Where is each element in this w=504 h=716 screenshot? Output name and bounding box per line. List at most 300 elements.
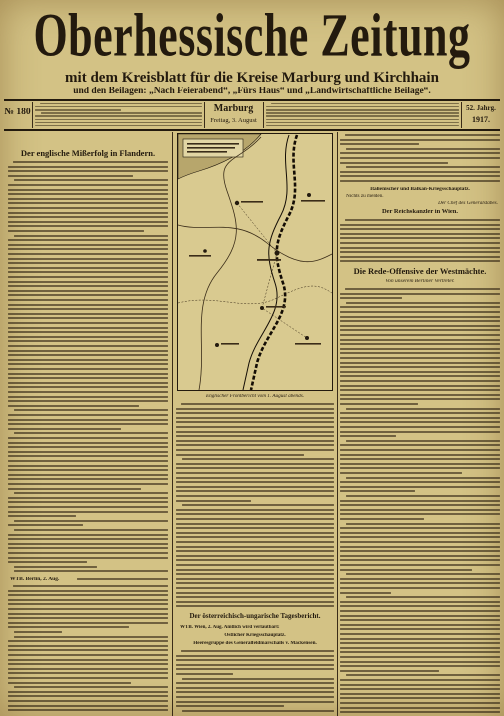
- text-line: [340, 656, 500, 658]
- text-line: [176, 673, 233, 675]
- text-line: [340, 139, 500, 141]
- text-line: [345, 219, 500, 221]
- text-line: [176, 481, 334, 483]
- text-line: [8, 363, 168, 365]
- text-line: [346, 495, 500, 497]
- text-line: [340, 157, 500, 159]
- text-line: [8, 175, 133, 177]
- text-line: [176, 513, 334, 515]
- text-line: [340, 237, 500, 239]
- map-town-label: [295, 343, 321, 345]
- text-line: [176, 477, 334, 479]
- text-line: [8, 239, 168, 241]
- text-line: [176, 687, 334, 689]
- text-line: [8, 659, 168, 661]
- text-line: [340, 638, 500, 640]
- text-line: [340, 431, 500, 433]
- text-line: [8, 340, 168, 342]
- map-caption: Englischer Frontbericht vom 1. August abends.: [205, 394, 305, 399]
- text-line: [8, 705, 168, 707]
- text-line: [8, 216, 168, 218]
- text-line: [8, 322, 168, 324]
- text-line: [340, 661, 500, 663]
- text-line: [340, 421, 500, 423]
- text-line: [8, 308, 168, 310]
- text-line: [8, 189, 168, 191]
- text-line: [181, 403, 334, 405]
- text-line: [14, 409, 168, 411]
- text-line: [8, 442, 168, 444]
- text-line: [340, 610, 500, 612]
- text-line: [266, 119, 459, 120]
- text-line: [340, 251, 500, 253]
- text-line: [8, 552, 168, 554]
- text-line: [8, 547, 168, 549]
- text-line: [8, 391, 168, 393]
- text-line: [176, 449, 334, 451]
- text-line: [8, 645, 168, 647]
- text-line: [8, 212, 168, 214]
- text-line: [340, 550, 500, 552]
- text-line: [176, 559, 334, 561]
- text-line: [8, 613, 168, 615]
- text-line: [176, 509, 334, 511]
- text-line: [176, 564, 334, 566]
- text-line: [340, 224, 500, 226]
- text-line: [8, 668, 168, 670]
- text-line: [8, 294, 168, 296]
- text-line: [340, 707, 500, 709]
- text-line: [176, 601, 334, 603]
- text-line: [8, 281, 168, 283]
- text-line: [176, 444, 334, 446]
- text-line: [41, 112, 202, 113]
- text-line: [8, 446, 168, 448]
- text-line: [340, 316, 500, 318]
- text-line: [182, 710, 334, 712]
- article-headline-chancellor-vienna: Der Reichskanzler in Wien.: [381, 209, 459, 215]
- text-line: [35, 122, 202, 123]
- text-line: [346, 148, 500, 150]
- issue-number: № 180: [4, 108, 31, 117]
- text-line: [340, 536, 500, 538]
- text-line: [8, 184, 168, 186]
- text-line: [340, 352, 500, 354]
- text-line: [176, 596, 334, 598]
- masthead-subtitle-line-1: mit dem Kreisblatt für die Kreise Marburg und Kirchhain: [65, 71, 439, 86]
- report-subhead-army-group: Heeresgruppe des Generalfeldmarschalls v. Mackensen.: [193, 641, 317, 646]
- text-line: [340, 306, 500, 308]
- map-title-mark: [187, 147, 235, 149]
- text-line: [340, 592, 391, 594]
- text-line: [14, 529, 168, 531]
- text-line: [8, 691, 168, 693]
- text-line: [8, 258, 168, 260]
- text-line: [340, 152, 500, 154]
- text-line: [340, 458, 500, 460]
- text-line: [8, 419, 168, 421]
- map-town: [260, 306, 264, 310]
- text-line: [8, 304, 168, 306]
- issue-place: Marburg: [213, 104, 254, 114]
- text-line: [345, 288, 500, 290]
- text-line: [176, 408, 334, 410]
- text-line: [14, 570, 168, 572]
- article-dateline-berlin: WTB. Berlin, 2. Aug.: [10, 577, 60, 582]
- text-line: [8, 336, 168, 338]
- text-line: [340, 541, 500, 543]
- text-line: [8, 345, 168, 347]
- map-town: [215, 343, 219, 347]
- text-line: [8, 672, 168, 674]
- text-line: [8, 299, 168, 301]
- text-line: [340, 624, 500, 626]
- text-line: [176, 550, 334, 552]
- text-line: [340, 702, 500, 704]
- text-line: [176, 659, 334, 661]
- text-line: [340, 233, 500, 235]
- issue-bar-divider: [32, 102, 33, 128]
- text-line: [340, 454, 500, 456]
- text-line: [346, 573, 500, 575]
- text-line: [176, 486, 334, 488]
- text-line: [8, 465, 168, 467]
- text-line: [176, 500, 251, 502]
- text-line: [346, 440, 500, 442]
- map-town: [203, 249, 207, 253]
- text-line: [8, 428, 121, 430]
- text-line: [8, 543, 168, 545]
- text-line: [8, 640, 168, 642]
- text-line: [340, 532, 500, 534]
- text-line: [176, 582, 334, 584]
- text-line: [8, 423, 168, 425]
- text-line: [340, 403, 418, 405]
- text-line: [8, 506, 168, 508]
- text-line: [8, 599, 168, 601]
- text-line: [8, 590, 168, 592]
- text-line: [176, 435, 334, 437]
- text-line: [340, 546, 500, 548]
- text-line: [340, 398, 500, 400]
- text-line: [14, 520, 168, 522]
- text-line: [8, 538, 168, 540]
- text-line: [176, 417, 334, 419]
- text-line: [8, 700, 168, 702]
- text-line: [176, 664, 334, 666]
- text-line: [176, 518, 334, 520]
- text-line: [8, 368, 168, 370]
- text-line: [8, 557, 168, 559]
- text-line: [176, 569, 334, 571]
- text-line: [346, 477, 500, 479]
- text-line: [176, 431, 334, 433]
- report-subhead-eastern-front: Östlicher Kriegsschauplatz.: [224, 633, 286, 638]
- text-line: [14, 566, 97, 568]
- text-line: [8, 354, 168, 356]
- text-line: [8, 497, 168, 499]
- text-line: [340, 605, 500, 607]
- text-line: [8, 603, 168, 605]
- text-line: [176, 696, 334, 698]
- text-line: [8, 221, 168, 223]
- text-line: [181, 650, 334, 652]
- text-line: [340, 435, 396, 437]
- text-line: [340, 143, 419, 145]
- text-line: [8, 244, 168, 246]
- map-town-label: [301, 200, 325, 202]
- text-line: [8, 534, 168, 536]
- text-line: [340, 297, 402, 299]
- text-line: [13, 161, 168, 163]
- text-line: [8, 285, 168, 287]
- text-line: [340, 509, 500, 511]
- text-line: [40, 103, 202, 104]
- text-line: [8, 649, 168, 651]
- text-line: [176, 454, 304, 456]
- text-line: [8, 437, 168, 439]
- map-frame: [178, 134, 333, 391]
- text-line: [340, 601, 500, 603]
- text-line: [8, 501, 168, 503]
- text-line: [340, 256, 500, 258]
- text-line: [266, 112, 459, 113]
- text-line: [35, 109, 121, 110]
- text-line: [182, 504, 334, 506]
- text-line: [8, 677, 168, 679]
- text-line: [14, 636, 168, 638]
- text-line: [340, 711, 500, 713]
- text-line: [8, 262, 168, 264]
- text-line: [340, 651, 500, 653]
- issue-date: Freitag, 3. August: [210, 118, 257, 124]
- text-line: [340, 444, 500, 446]
- text-line: [266, 122, 459, 123]
- text-line: [340, 260, 500, 262]
- text-line: [14, 432, 168, 434]
- text-line: [340, 394, 500, 396]
- text-line: [8, 373, 168, 375]
- text-line: [340, 334, 500, 336]
- map-town-label: [221, 343, 239, 345]
- text-line: [340, 490, 415, 492]
- text-line: [340, 366, 500, 368]
- text-line: [340, 564, 500, 566]
- text-line: [340, 587, 500, 589]
- text-line: [8, 400, 168, 402]
- text-line: [340, 472, 462, 474]
- text-line: [13, 585, 168, 587]
- text-line: [8, 524, 83, 526]
- text-line: [340, 375, 500, 377]
- map-town-label: [257, 259, 281, 261]
- text-line: [340, 569, 472, 571]
- text-line: [8, 594, 168, 596]
- text-line: [8, 331, 168, 333]
- text-line: [8, 511, 168, 513]
- report-subhead-italian-front: Italienischer und Balkan-Kriegsschauplatz.: [370, 187, 470, 192]
- text-line: [346, 523, 500, 525]
- text-line: [8, 350, 168, 352]
- text-line: [340, 628, 500, 630]
- article-dateline-vienna: WTB. Wien, 2. Aug. Amtlich wird verlautbart:: [180, 625, 280, 630]
- text-line: [340, 642, 500, 644]
- text-line: [340, 665, 500, 667]
- text-line: [340, 380, 500, 382]
- text-line: [8, 515, 76, 517]
- map-town: [307, 193, 311, 197]
- text-line: [8, 170, 168, 172]
- text-line: [8, 207, 168, 209]
- text-line: [176, 467, 334, 469]
- text-line: [340, 417, 500, 419]
- text-line: [8, 488, 141, 490]
- text-line: [346, 302, 500, 304]
- text-line: [176, 421, 334, 423]
- masthead-subtitle-line-2: und den Beilagen: „Nach Feierabend“, „Fürs Haus“ und „Landwirtschaftliche Beilage“.: [73, 87, 431, 96]
- text-line: [176, 592, 334, 594]
- text-line: [8, 276, 168, 278]
- text-line: [176, 523, 334, 525]
- text-line: [340, 357, 500, 359]
- text-line: [340, 467, 500, 469]
- text-line: [176, 578, 334, 580]
- text-line: [8, 561, 87, 563]
- text-line: [8, 622, 168, 624]
- text-line: [340, 670, 439, 672]
- text-line: [35, 106, 202, 107]
- text-line: [340, 578, 500, 580]
- text-line: [8, 626, 129, 628]
- text-line: [340, 697, 500, 699]
- text-line: [176, 546, 334, 548]
- map-title-mark: [187, 143, 239, 145]
- text-line: [14, 686, 168, 688]
- text-line: [14, 492, 168, 494]
- text-line: [176, 655, 334, 657]
- text-line: [340, 615, 500, 617]
- text-line: [176, 527, 334, 529]
- map-town-label: [266, 306, 286, 308]
- text-line: [8, 478, 168, 480]
- text-line: [176, 532, 334, 534]
- text-line: [8, 248, 168, 250]
- text-line: [176, 682, 334, 684]
- text-line: [14, 631, 62, 633]
- text-line: [8, 663, 168, 665]
- text-line: [14, 179, 168, 181]
- text-line: [340, 412, 500, 414]
- text-line: [340, 329, 500, 331]
- text-line: [176, 463, 334, 465]
- text-line: [8, 414, 168, 416]
- text-line: [8, 377, 168, 379]
- map-town: [235, 201, 239, 205]
- text-line: [176, 555, 334, 557]
- text-line: [8, 359, 168, 361]
- text-line: [340, 684, 500, 686]
- text-line: [340, 426, 500, 428]
- text-line: [176, 668, 334, 670]
- article-headline-flanders: Der englische Mißerfolg in Flandern.: [20, 149, 156, 158]
- text-line: [8, 460, 168, 462]
- text-line: [176, 472, 334, 474]
- text-line: [8, 290, 168, 292]
- article-byline: Von unserem Berliner Vertreter.: [385, 279, 455, 284]
- text-line: [35, 125, 202, 126]
- text-line: [340, 633, 500, 635]
- text-line: [176, 412, 334, 414]
- text-line: [176, 426, 334, 428]
- issue-bar-divider: [263, 102, 264, 128]
- text-line: [8, 166, 168, 168]
- text-line: [346, 408, 500, 410]
- text-line: [176, 536, 334, 538]
- text-line: [266, 109, 459, 110]
- issue-bar-rule: [4, 129, 500, 131]
- text-line: [8, 483, 168, 485]
- text-line: [176, 691, 334, 693]
- issue-year: 1917.: [472, 116, 490, 124]
- text-line: [8, 654, 168, 656]
- text-line: [340, 486, 500, 488]
- text-line: [176, 573, 334, 575]
- text-line: [182, 458, 334, 460]
- text-line: [340, 555, 500, 557]
- text-line: [340, 180, 500, 182]
- text-line: [8, 313, 168, 315]
- text-line: [14, 235, 168, 237]
- text-line: [345, 134, 500, 136]
- text-line: [8, 225, 168, 227]
- text-line: [176, 701, 334, 703]
- flanders-front-map: [177, 133, 333, 391]
- text-line: [340, 647, 500, 649]
- map-town: [275, 251, 280, 256]
- text-line: [340, 320, 500, 322]
- text-line: [340, 504, 500, 506]
- map-town-label: [241, 201, 263, 203]
- text-line: [340, 343, 500, 345]
- text-line: [8, 193, 168, 195]
- text-line: [176, 705, 284, 707]
- text-line: [176, 490, 334, 492]
- report-signature: Der Chef des Generalstabes.: [438, 201, 498, 206]
- article-headline-speech-offensive: Die Rede-Offensive der Westmächte.: [353, 267, 487, 276]
- text-line: [340, 171, 500, 173]
- text-line: [176, 587, 334, 589]
- text-line: [8, 695, 168, 697]
- text-line: [346, 166, 500, 168]
- map-title-mark: [187, 151, 227, 153]
- text-line: [8, 230, 144, 232]
- text-line: [8, 396, 168, 398]
- text-line: [8, 608, 168, 610]
- text-line: [340, 619, 500, 621]
- text-line: [340, 513, 500, 515]
- issue-volume: 52. Jahrg.: [466, 105, 496, 112]
- masthead-rule: [4, 99, 500, 101]
- text-line: [77, 578, 168, 580]
- text-line: [340, 385, 500, 387]
- text-line: [340, 162, 448, 164]
- text-line: [8, 386, 168, 388]
- text-line: [176, 495, 334, 497]
- text-line: [266, 115, 459, 116]
- text-line: [340, 348, 500, 350]
- text-line: [8, 469, 168, 471]
- text-line: [340, 688, 500, 690]
